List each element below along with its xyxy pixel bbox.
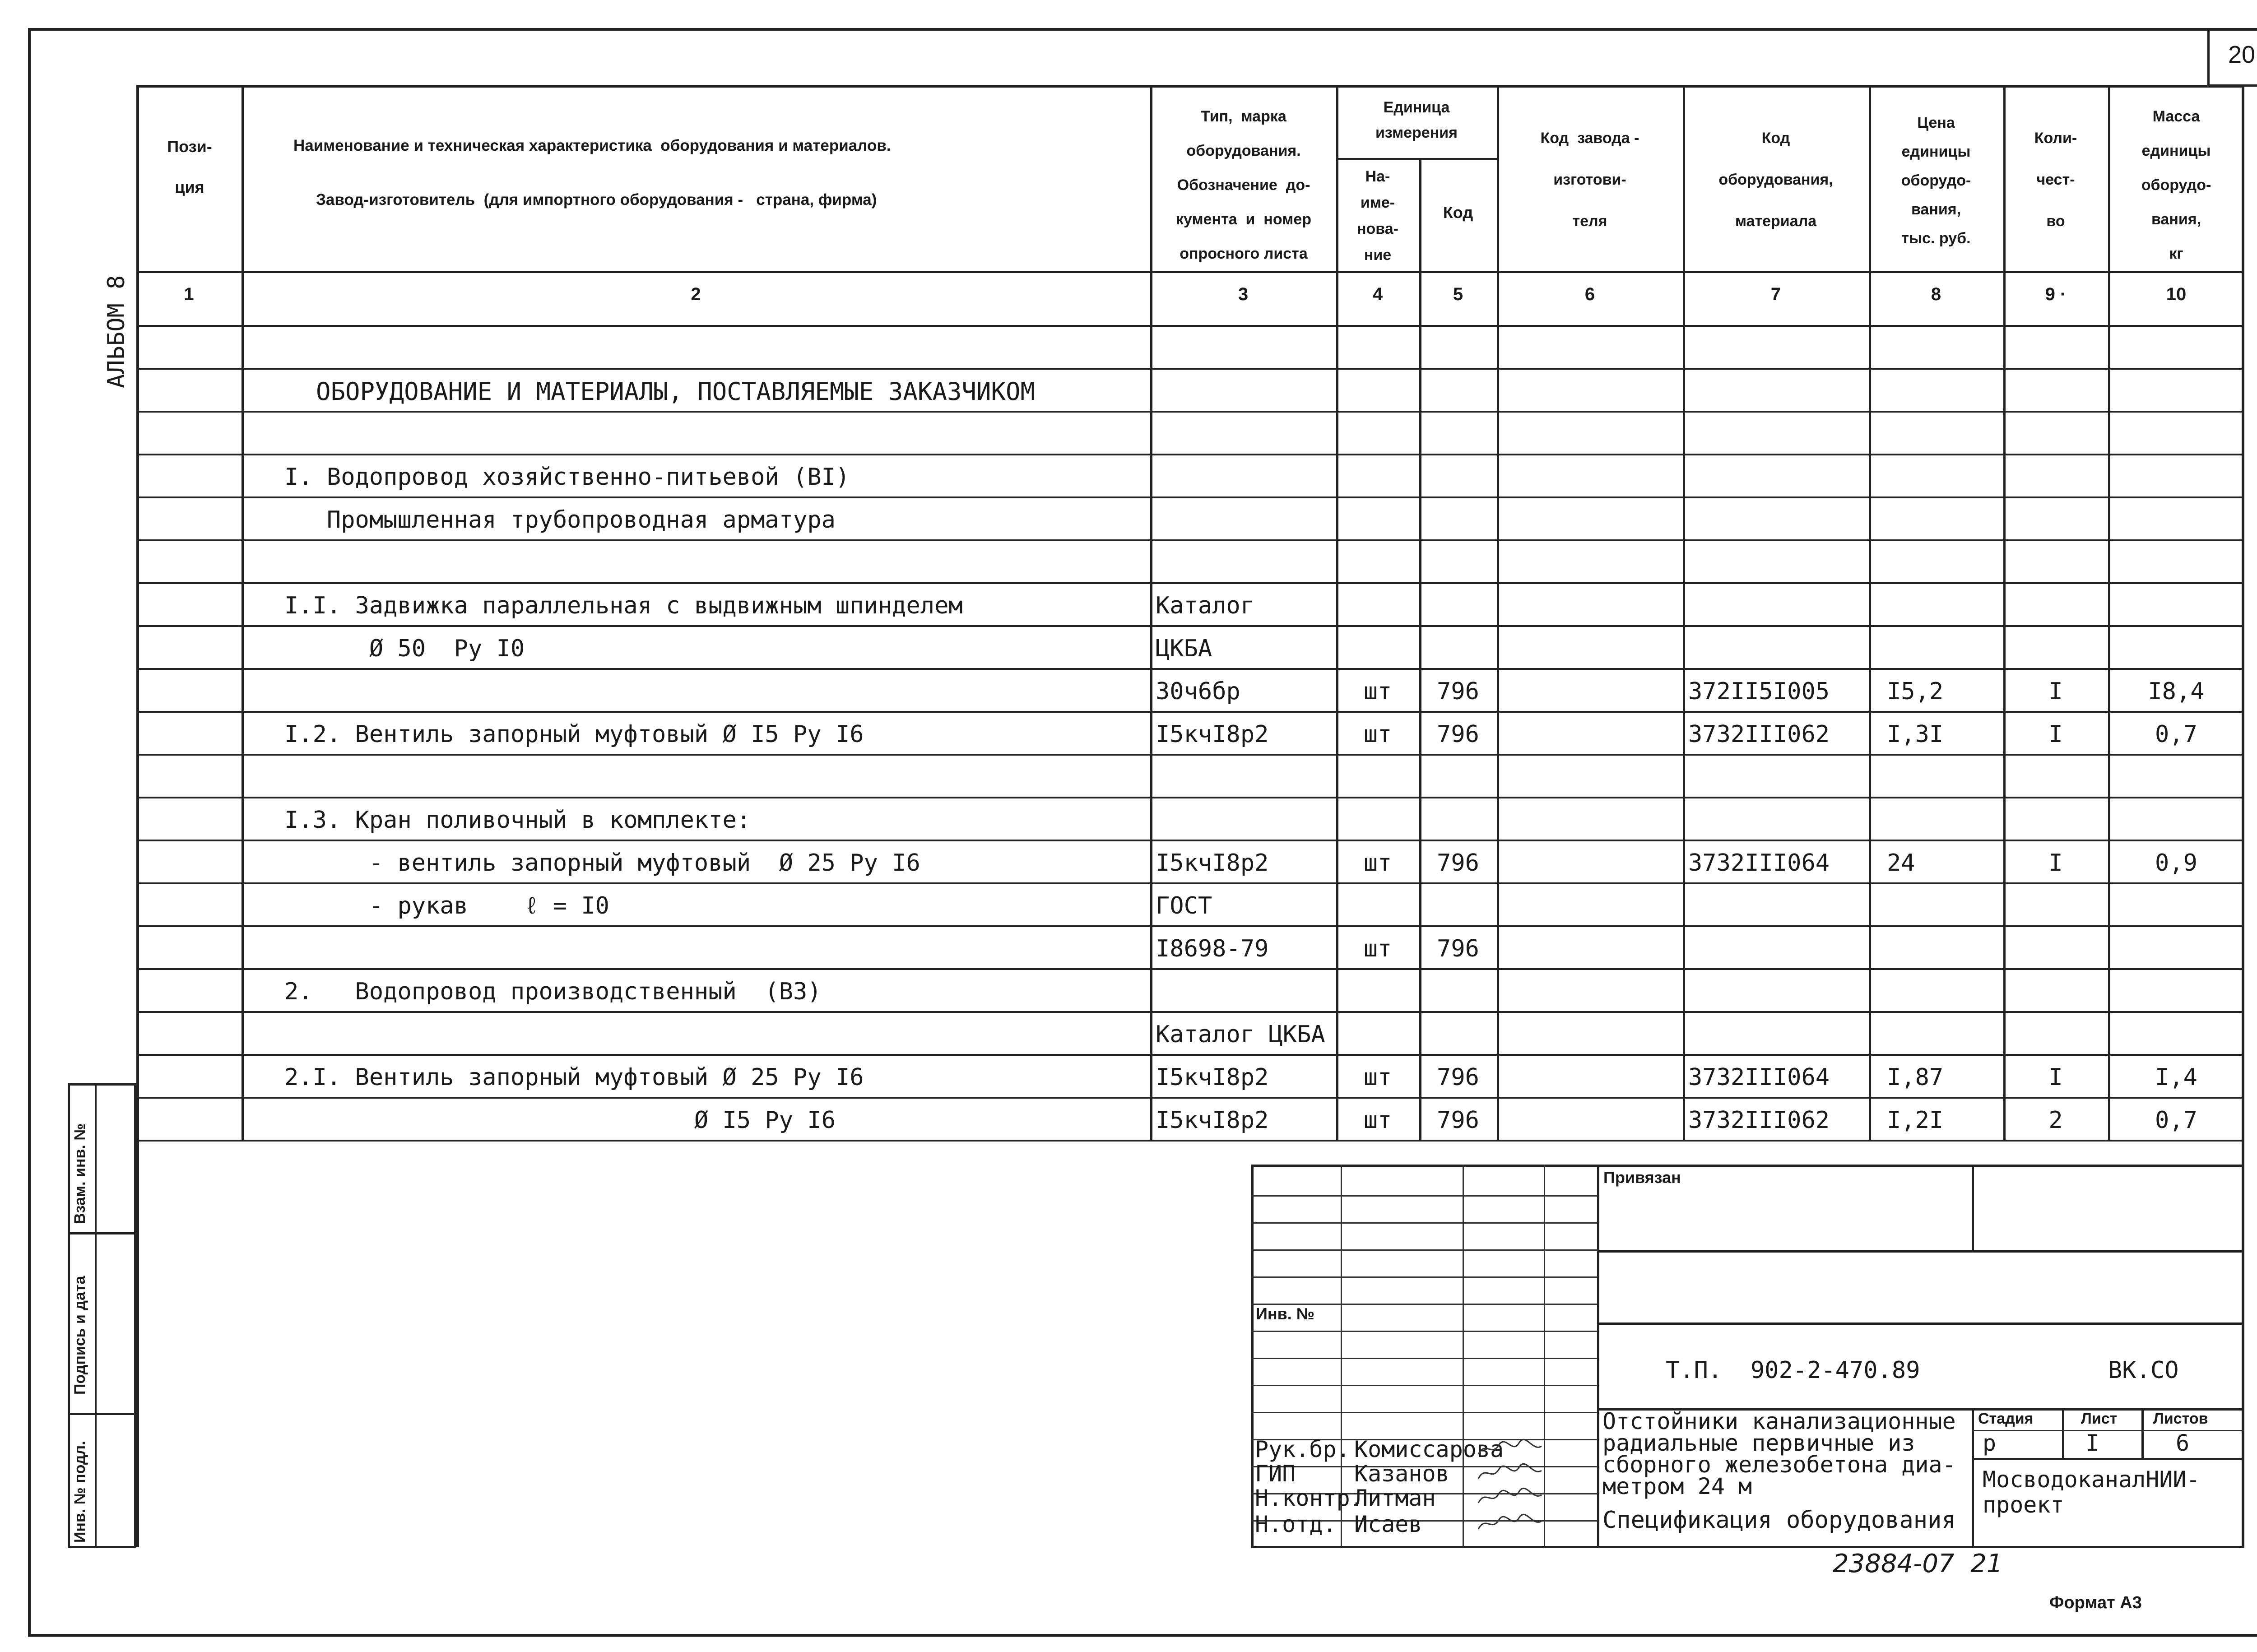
cell-unit: шт [1363, 1064, 1392, 1091]
tb-line [1972, 1458, 2244, 1460]
header-position: Пози- ция [167, 137, 212, 196]
tb-sheets: 6 [2176, 1430, 2190, 1456]
signature-mark [1476, 1461, 1544, 1485]
header-equip-code: Код оборудования, материала [1718, 130, 1833, 230]
row-line [136, 711, 2244, 713]
cell-type: ГОСТ [1156, 892, 1212, 919]
cell-name: Промышленная трубопроводная арматура [284, 506, 836, 534]
sheet-number: 20 [2228, 41, 2256, 68]
row-line [136, 1140, 2244, 1142]
cell-name: 2.I. Вентиль запорный муфтовый Ø 25 Ру I6 [284, 1064, 864, 1091]
cell-unit: шт [1363, 721, 1392, 748]
row-line [136, 925, 2244, 927]
signer-role: Н.отд. [1255, 1511, 1337, 1537]
row-line [136, 968, 2244, 970]
cell-qty: I [2048, 849, 2063, 877]
row-line [136, 882, 2244, 884]
tb-grid [1251, 1385, 1597, 1386]
col-line [1419, 158, 1421, 1141]
cell-name: Ø I5 Ру I6 [284, 1107, 836, 1134]
tb-grid [1251, 1195, 1597, 1197]
header-sub-line [1336, 158, 1497, 160]
cell-unit: шт [1363, 935, 1392, 962]
cell-code: 796 [1437, 1107, 1479, 1134]
cell-code: 796 [1437, 935, 1479, 962]
cell-type: I8698-79 [1156, 935, 1269, 962]
header-name-line2: Завод-изготовитель (для импортного оборудования - страна, фирма) [316, 191, 877, 209]
album-label: АЛЬБОМ 8 [103, 275, 130, 388]
header-type: Тип, марка оборудования. Обозначение до- кумента и номер опросного листа [1175, 108, 1311, 262]
cell-mass: 0,7 [2155, 721, 2197, 748]
signature-mark [1476, 1436, 1544, 1461]
column-number: 1 [184, 284, 194, 304]
cell-price: 24 [1887, 849, 1915, 877]
cell-unit: шт [1363, 1107, 1392, 1134]
cell-mat: 3732III062 [1688, 721, 1830, 748]
cell-qty: 2 [2048, 1107, 2063, 1134]
tb-title-line4: метром 24 м [1602, 1473, 1752, 1499]
archive-number: 23884-07 21 [1833, 1549, 2003, 1578]
cell-type: 30ч6бр [1156, 678, 1240, 705]
row-line [136, 625, 2244, 627]
tb-doc-mark: ВК.СО [2108, 1357, 2179, 1384]
col-line [241, 85, 244, 1141]
tb-privyazan: Привязан [1603, 1168, 1681, 1187]
side-podpis-label: Подпись и дата [71, 1276, 88, 1395]
tb-title-line3: сборного железобетона диа- [1602, 1452, 1956, 1478]
cell-mass: I8,4 [2148, 678, 2205, 705]
tb-line [2141, 1408, 2144, 1458]
cell-code: 796 [1437, 721, 1479, 748]
cell-name: Ø 50 Ру I0 [284, 635, 525, 662]
header-plant-code: Код завода - изготови- теля [1540, 130, 1639, 230]
row-line [136, 1054, 2244, 1056]
row-line [136, 668, 2244, 670]
header-price: Цена единицы оборудо- вания, тыс. руб. [1901, 114, 1971, 247]
cell-mass: 0,9 [2155, 849, 2197, 877]
row-line [136, 754, 2244, 756]
cell-type: I5кчI8р2 [1156, 1064, 1269, 1091]
tb-line [1972, 1408, 1974, 1548]
cell-name: I.3. Кран поливочный в комплекте: [284, 807, 751, 834]
tb-sheet-label: Лист [2081, 1410, 2118, 1427]
tb-grid [1251, 1331, 1597, 1332]
tb-title-line1: Отстойники канализационные [1602, 1408, 1956, 1434]
tb-line [2062, 1408, 2064, 1458]
cell-name: I.I. Задвижка параллельная с выдвижным шпинделем [284, 592, 963, 619]
row-line [136, 411, 2244, 413]
side-stamp-line [68, 1232, 136, 1234]
side-stamp-line [68, 1413, 136, 1415]
cell-mass: I,4 [2155, 1064, 2197, 1091]
signer-role: ГИП [1255, 1461, 1296, 1487]
column-number: 9 · [2045, 284, 2067, 304]
cell-type: I5кчI8р2 [1156, 849, 1269, 877]
tb-grid [1251, 1276, 1597, 1278]
tb-inv-label: Инв. № [1256, 1304, 1314, 1323]
signer-name: Казанов [1354, 1461, 1449, 1487]
colnum-bottom-line [136, 325, 2244, 327]
column-number: 8 [1931, 284, 1941, 304]
column-number: 2 [691, 284, 701, 304]
cell-mass: 0,7 [2155, 1107, 2197, 1134]
col-line [2003, 85, 2006, 1141]
signer-name: Литман [1354, 1485, 1436, 1511]
signer-role: Н.контр. [1255, 1485, 1364, 1511]
tb-line [1597, 1250, 2244, 1253]
cell-type: Каталог [1156, 592, 1255, 619]
cell-type: I5кчI8р2 [1156, 1107, 1269, 1134]
column-number: 4 [1372, 284, 1383, 304]
row-line [136, 797, 2244, 798]
tb-grid [1251, 1412, 1597, 1413]
side-vzam-label: Взам. инв. № [71, 1123, 88, 1224]
header-mass: Масса единицы оборудо- вания, кг [2141, 108, 2211, 262]
signer-name: Исаев [1354, 1511, 1422, 1537]
row-line [136, 454, 2244, 455]
signature-mark [1476, 1511, 1544, 1536]
cell-code: 796 [1437, 1064, 1479, 1091]
cell-code: 796 [1437, 849, 1479, 877]
tb-stage-label: Стадия [1978, 1410, 2034, 1427]
column-number: 10 [2166, 284, 2187, 304]
cell-mat: 3732III064 [1688, 849, 1830, 877]
header-bottom-line [136, 271, 2244, 273]
cell-name: - рукав ℓ = I0 [284, 892, 609, 919]
tb-grid [1251, 1358, 1597, 1359]
column-number: 5 [1453, 284, 1463, 304]
cell-price: I,2I [1887, 1107, 1944, 1134]
signature-mark [1476, 1485, 1544, 1509]
cell-name: I.2. Вентиль запорный муфтовый Ø I5 Ру I6 [284, 721, 864, 748]
header-quantity: Коли- чест- во [2034, 130, 2077, 230]
cell-name: I. Водопровод хозяйственно-питьевой (BI) [284, 464, 850, 491]
tb-doc-code: Т.П. 902-2-470.89 [1666, 1357, 1920, 1384]
row-line [136, 1097, 2244, 1099]
row-line [136, 539, 2244, 541]
column-number: 7 [1770, 284, 1781, 304]
cell-mat: 3732III064 [1688, 1064, 1830, 1091]
header-unit-group: Единица измерения [1375, 99, 1458, 141]
column-number: 6 [1584, 284, 1595, 304]
header-unit-code: Код [1443, 203, 1473, 222]
cell-qty: I [2048, 678, 2063, 705]
signer-name: Комиссарова [1354, 1436, 1504, 1462]
cell-mat: 372II5I005 [1688, 678, 1830, 705]
side-stamp-divider [95, 1083, 97, 1548]
signer-role: Рук.бр. [1255, 1436, 1350, 1462]
tb-grid [1251, 1222, 1597, 1224]
cell-name: 2. Водопровод производственный (B3) [284, 978, 822, 1005]
tb-line [1597, 1323, 2244, 1325]
column-number: 3 [1238, 284, 1249, 304]
tb-stage: р [1983, 1430, 1997, 1456]
cell-mat: 3732III062 [1688, 1107, 1830, 1134]
row-line [136, 840, 2244, 841]
tb-line [1972, 1430, 2244, 1431]
cell-type: I5кчI8р2 [1156, 721, 1269, 748]
cell-unit: шт [1363, 678, 1392, 705]
cell-name: ОБОРУДОВАНИЕ И МАТЕРИАЛЫ, ПОСТАВЛЯЕМЫЕ ЗАКАЗЧИКОМ [316, 377, 1036, 406]
tb-subtitle: Спецификация оборудования [1602, 1507, 1956, 1534]
side-inv-label: Инв. № подл. [71, 1441, 88, 1543]
cell-name: - вентиль запорный муфтовый Ø 25 Ру I6 [284, 849, 920, 877]
header-unit-name: На- име- нова- ние [1357, 168, 1398, 264]
header-name-line1: Наименование и техническая характеристика оборудования и материалов. [293, 137, 891, 154]
tb-org: МосводоканалНИИ- проект [1983, 1466, 2200, 1518]
cell-type: ЦКБА [1156, 635, 1212, 662]
row-line [136, 582, 2244, 584]
cell-qty: I [2048, 721, 2063, 748]
row-line [136, 497, 2244, 498]
cell-type: Каталог ЦКБА [1156, 1021, 1325, 1048]
cell-code: 796 [1437, 678, 1479, 705]
cell-price: I,87 [1887, 1064, 1944, 1091]
cell-price: I5,2 [1887, 678, 1944, 705]
format-label: Формат А3 [2049, 1593, 2142, 1612]
col-line [1497, 85, 1499, 1141]
tb-grid [1251, 1249, 1597, 1251]
col-line [1683, 85, 1685, 1141]
row-line [136, 1011, 2244, 1013]
tb-grid-main [1597, 1165, 1599, 1548]
tb-line [1972, 1165, 1974, 1250]
tb-sheets-label: Листов [2153, 1410, 2208, 1427]
row-line [136, 368, 2244, 370]
cell-qty: I [2048, 1064, 2063, 1091]
cell-unit: шт [1363, 849, 1392, 877]
tb-sheet: I [2085, 1430, 2099, 1456]
tb-title-line2: радиальные первичные из [1602, 1430, 1915, 1456]
cell-price: I,3I [1887, 721, 1944, 748]
